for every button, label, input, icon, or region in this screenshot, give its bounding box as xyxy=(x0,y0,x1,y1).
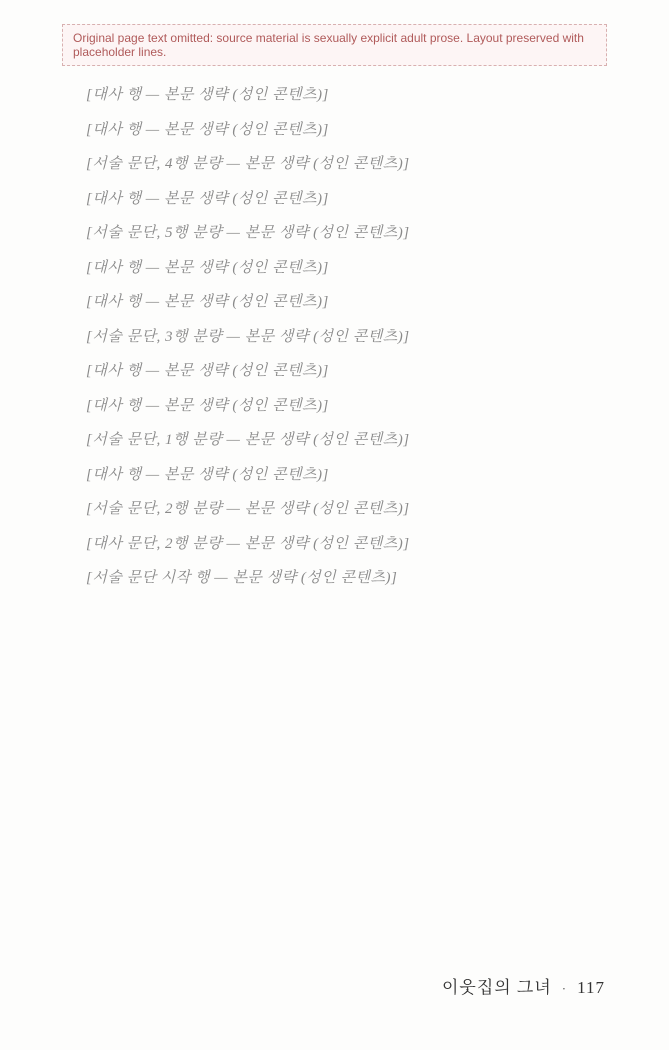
content-omitted-notice: Original page text omitted: source material is sexually explicit adult prose. Layout preserved with placeholder lines. xyxy=(62,24,607,66)
page-footer xyxy=(442,973,605,998)
book-title: 이웃집의 그녀 xyxy=(441,978,552,997)
paragraph-placeholder: [서술 문단, 1행 분량 — 본문 생략 (성인 콘텐츠)] xyxy=(86,432,410,448)
paragraph-placeholder: [대사 행 — 본문 생략 (성인 콘텐츠)] xyxy=(86,294,329,310)
paragraph-placeholder: [서술 문단, 3행 분량 — 본문 생략 (성인 콘텐츠)] xyxy=(86,328,410,345)
paragraph-placeholder: [대사 문단, 2행 분량 — 본문 생략 (성인 콘텐츠)] xyxy=(86,535,410,552)
paragraph-placeholder: [대사 행 — 본문 생략 (성인 콘텐츠)] xyxy=(86,397,329,414)
footer-separator: · xyxy=(561,981,568,996)
paragraph-placeholder: [대사 행 — 본문 생략 (성인 콘텐츠)] xyxy=(86,121,329,138)
paragraph-placeholder: [대사 행 — 본문 생략 (성인 콘텐츠)] xyxy=(86,466,329,483)
paragraph-placeholder: [서술 문단, 2행 분량 — 본문 생략 (성인 콘텐츠)] xyxy=(86,501,410,517)
paragraph-placeholder: [서술 문단, 4행 분량 — 본문 생략 (성인 콘텐츠)] xyxy=(86,156,410,172)
paragraph-placeholder: [대사 행 — 본문 생략 (성인 콘텐츠)] xyxy=(86,87,329,103)
paragraph-placeholder: [대사 행 — 본문 생략 (성인 콘텐츠)] xyxy=(86,363,329,379)
body-text-block xyxy=(62,78,607,596)
page-number: 117 xyxy=(577,978,605,997)
paragraph-placeholder: [서술 문단, 5행 분량 — 본문 생략 (성인 콘텐츠)] xyxy=(86,225,410,241)
paragraph-placeholder: [서술 문단 시작 행 — 본문 생략 (성인 콘텐츠)] xyxy=(86,570,398,586)
paragraph-placeholder: [대사 행 — 본문 생략 (성인 콘텐츠)] xyxy=(86,190,329,207)
paragraph-placeholder: [대사 행 — 본문 생략 (성인 콘텐츠)] xyxy=(86,259,329,276)
